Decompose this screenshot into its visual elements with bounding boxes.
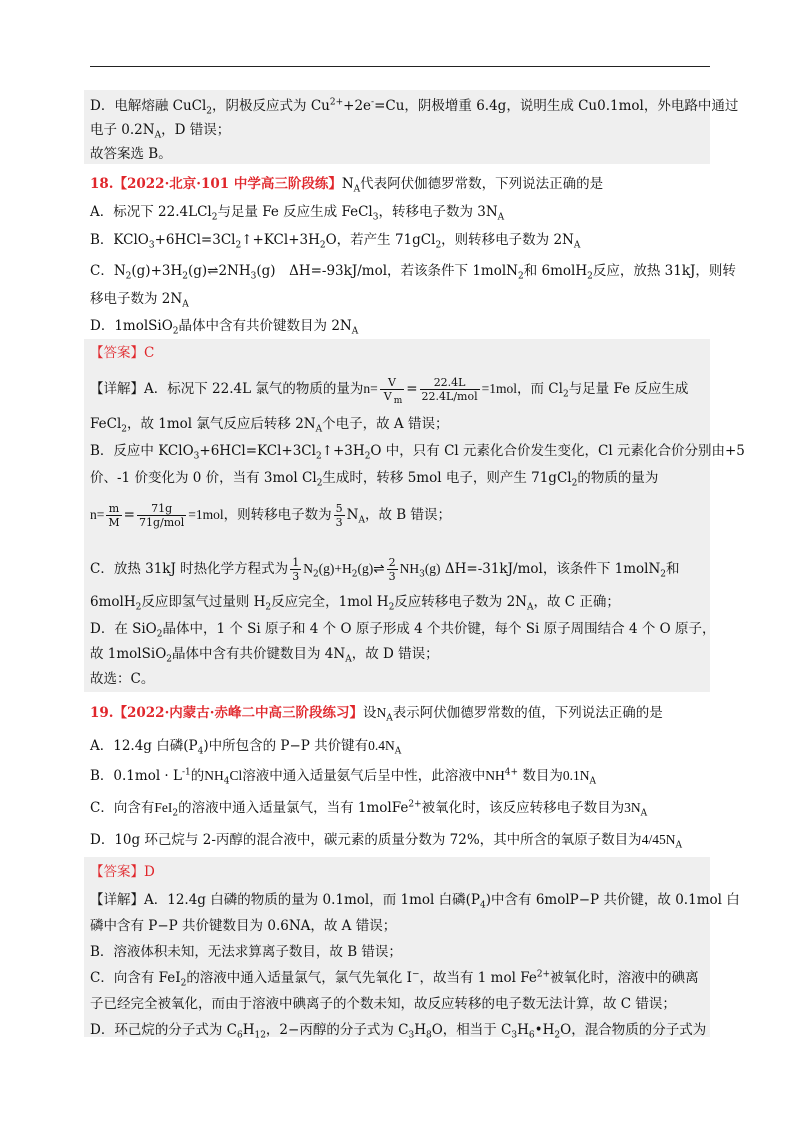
q18-detail-c-line1: C．放热 31kJ 时热化学方程式为 $\frac{1}{3}$ $N_2(g)+H_2(g)\rightleftharpoons$ $\frac{2}{3}$ $NH_3(g)$ ΔH=-31kJ/mol，该条件下 1molN$_2$和: [90, 556, 680, 583]
q19-detail-b: B．溶液体积未知，无法求算离子数目，故 B 错误；: [90, 944, 402, 960]
top-d-line2: 电子 $0.2N_A$，D 错误；: [90, 122, 231, 141]
q19-detail-a-line2: 磷中含有 P−P 共价键数目为 0.6NA，故 A 错误；: [90, 918, 397, 934]
q18-detail-a-line2: FeCl$_2$，故 1mol 氯气反应后转移 $2N_A$个电子，故 A 错误；: [90, 416, 449, 435]
q19-answer: 【答案】D: [90, 864, 155, 880]
q18-option-b: B．$KClO_3+6HCl=3Cl_2↑+KCl+3H_2O$，若产生 71gCl$_2$，则转移电子数为 $2N_A$: [90, 232, 581, 251]
q19-detail-a-line1: 【详解】A．12.4g 白磷的物质的量为 0.1mol，而 1mol 白磷$(P_4)$中含有 6molP−P 共价键，故 0.1mol 白: [90, 892, 740, 911]
q18-option-c-line2: 移电子数为 $2N_A$: [90, 291, 189, 310]
q18-detail-a-line1: 【详解】A．标况下 22.4L 氯气的物质的量为n= $\frac{V}{V _m}$ = $\frac{22.4L}{\text{22.4L/mol}}$ =1mol，而 $Cl_2$与足量 Fe 反应生成: [90, 376, 689, 407]
q18-detail-d-line2: 故 1molSiO$_2$晶体中含有共价键数目为 $4N_A$，故 D 错误；: [90, 646, 439, 665]
q18-answer: 【答案】C: [90, 345, 155, 361]
q18-detail-b-line2: 价、-1 价变化为 0 价，当有 3mol $Cl_2$生成时，转移 5mol 电子，则产生 71gCl$_2$的物质的量为: [90, 470, 659, 489]
q18-stem: 18.【2022·北京·101 中学高三阶段练】$N_A$代表阿伏伽德罗常数，下列说法正确的是: [90, 176, 604, 195]
q19-stem: 19.【2022·内蒙古·赤峰二中高三阶段练习】设$N_A$表示阿伏伽德罗常数的值，下列说法正确的是: [90, 705, 663, 724]
fraction-1-3: $\frac{1}{3}$: [292, 556, 300, 583]
q18-detail-b-line1: B．反应中 $KClO_3+6HCl=KCl+3Cl_2↑+3H_2O$ 中，只有 Cl 元素化合价发生变化，Cl 元素化合价分别由+5: [90, 443, 745, 462]
q19-source: 【2022·内蒙古·赤峰二中高三阶段练习】: [113, 705, 363, 721]
q19-option-b: B．$0.1mol \cdot L^{-1}$的$NH_4Cl$溶液中通入适量氨气后呈中性，此溶液中$NH^{4+}$ 数目为$0.1N_A$: [90, 767, 596, 787]
fraction-v-over-vm: $\frac{V}{V _m}$: [380, 376, 405, 403]
fraction-71g: $\frac{71g}{\text{71g/mol}}$: [138, 502, 185, 529]
q18-choose: 故选：C。: [90, 671, 155, 687]
fraction-22-4: $\frac{22.4L}{\text{22.4L/mol}}$: [421, 376, 478, 403]
fraction-5-3: $\frac{5}{3}$: [335, 502, 343, 529]
q18-number: 18.: [90, 176, 114, 192]
q18-option-c-line1: C．$N_2(g)+3H_2(g)\rightleftharpoons 2NH_3(g)$ ΔH=-93kJ/mol，若该条件下 1molN$_2$和 6molH$_2$反应，放热 31kJ，则转: [90, 263, 736, 282]
top-d-line1: D．电解熔融 CuCl$_2$，阴极反应式为 $Cu^{2+}+2e^-=Cu$，阴极增重 6.4g，说明生成 Cu0.1mol，外电路中通过: [90, 97, 739, 117]
q18-source: 【2022·北京·101 中学高三阶段练】: [113, 176, 342, 192]
q19-detail-c-line2: 子已经完全被氧化，而由于溶液中碘离子的个数未知，故反应转移的电子数无法计算，故 C 错误；: [90, 996, 676, 1012]
q19-option-c: C．向含有FeI$_2$的溶液中通入适量氯气，当有 1molFe$^{2+}$被氧化时，该反应转移电子数目为$3N_A$: [90, 799, 648, 819]
header-rule: [90, 66, 710, 67]
fraction-2-3: $\frac{2}{3}$: [388, 556, 396, 583]
q18-detail-b-line3: n= $\frac{m}{M}$ = $\frac{71g}{\text{71g/mol}}$ =1mol，则转移电子数为 $\frac{5}{3}$ $N_A$，故 B 错误；: [90, 502, 451, 529]
q19-detail-d-line1: D．环己烷的分子式为 $C_6H_{12}$，2−丙醇的分子式为 $C_3H_8O$，相当于 $C_3H_6•H_2O$，混合物质的分子式为: [90, 1022, 707, 1041]
top-conclusion: 故答案选 B。: [90, 146, 172, 162]
fraction-m-over-M: $\frac{m}{M}$: [108, 502, 120, 529]
q19-option-a: A．12.4g 白磷$(P_4)$中所包含的 P−P 共价键有$0.4N_A$: [90, 738, 402, 757]
q18-option-d: D．1molSiO$_2$晶体中含有共价键数目为 $2N_A$: [90, 318, 359, 337]
q18-detail-d-line1: D．在 SiO$_2$晶体中，1 个 Si 原子和 4 个 O 原子形成 4 个共价键，每个 Si 原子周围结合 4 个 O 原子，: [90, 621, 716, 640]
q19-number: 19.: [90, 705, 114, 721]
q19-detail-c-line1: C．向含有 FeI$_2$的溶液中通入适量氯气，氯气先氧化 I−，故当有 1 mol $Fe^{2+}$被氧化时，溶液中的碘离: [90, 969, 699, 989]
q18-detail-c-line2: 6molH$_2$反应即氢气过量则 $H_2$反应完全，1mol $H_2$反应转移电子数为 $2N_A$，故 C 正确；: [90, 594, 620, 613]
q18-option-a: A．标况下 22.4LCl$_2$与足量 Fe 反应生成 FeCl$_3$，转移电子数为 $3N_A$: [90, 204, 505, 223]
q19-option-d: D．10g 环己烷与 2-丙醇的混合液中，碳元素的质量分数为 72%，其中所含的氧原子数目为$4/45N_A$: [90, 832, 682, 851]
